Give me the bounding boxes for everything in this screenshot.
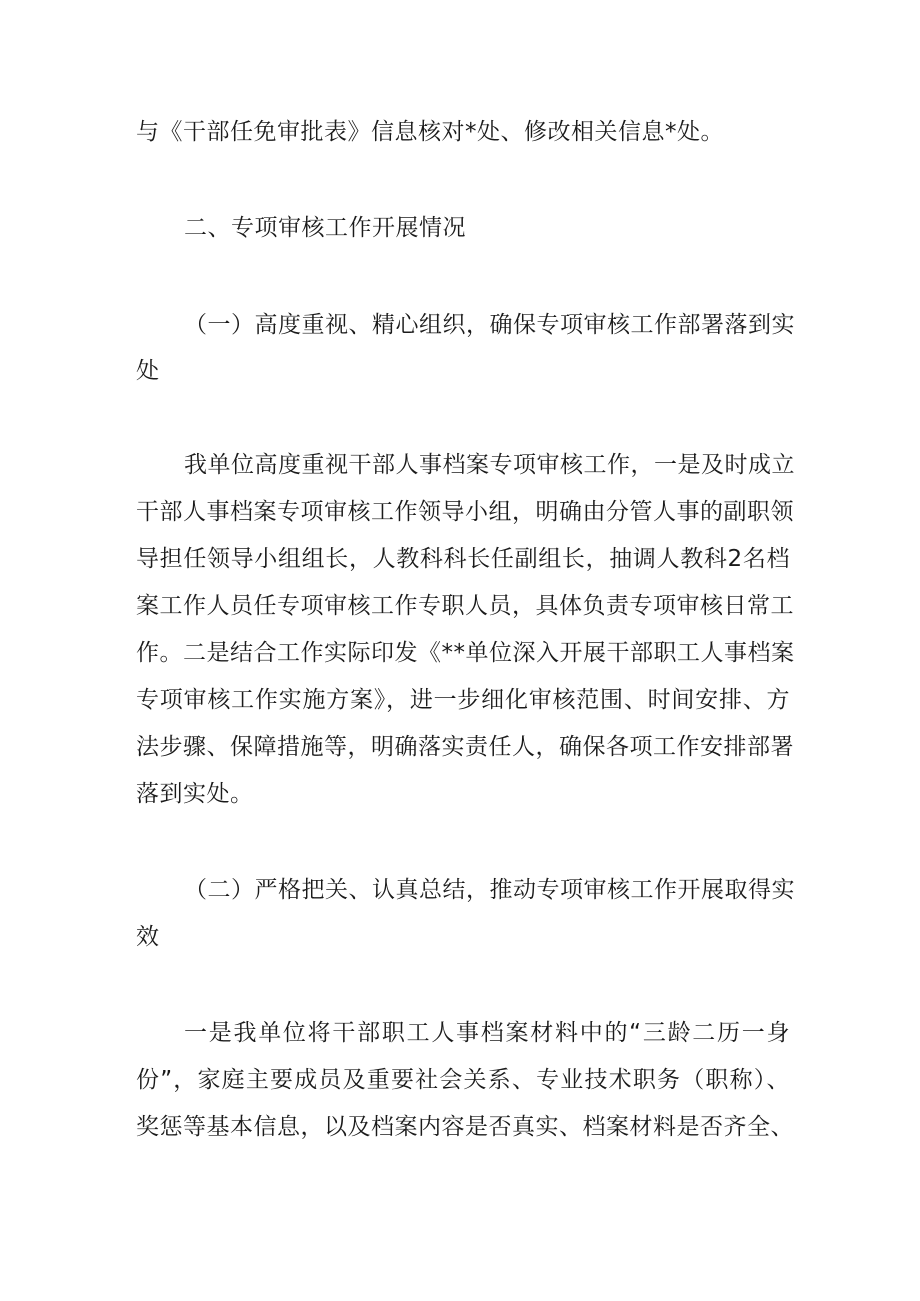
paragraph-line: 专项审核工作实施方案》，进一步细化审核范围、时间安排、方 xyxy=(136,687,790,713)
subsection-heading: （二）严格把关、认真总结，推动专项审核工作开展取得实 xyxy=(184,877,795,903)
subsection-heading-continued: 效 xyxy=(136,924,160,950)
paragraph-line: 案工作人员任专项审核工作专职人员，具体负责专项审核日常工 xyxy=(136,593,794,619)
body-line: 与《干部任免审批表》信息核对*处、修改相关信息*处。 xyxy=(136,119,724,145)
paragraph-line: 份”，家庭主要成员及重要社会关系、专业技术职务（职称）、 xyxy=(136,1067,790,1093)
paragraph-line: 一是我单位将干部职工人事档案材料中的“三龄二历一身 xyxy=(184,1020,790,1046)
paragraph-line: 落到实处。 xyxy=(136,781,254,807)
paragraph-line: 我单位高度重视干部人事档案专项审核工作，一是及时成立 xyxy=(184,452,795,478)
paragraph-line: 导担任领导小组组长，人教科科长任副组长，抽调人教科2名档 xyxy=(136,546,790,572)
section-heading: 二、专项审核工作开展情况 xyxy=(184,215,466,241)
paragraph-line: 干部人事档案专项审核工作领导小组，明确由分管人事的副职领 xyxy=(136,499,794,525)
subsection-heading: （一）高度重视、精心组织，确保专项审核工作部署落到实 xyxy=(184,312,795,338)
paragraph-line: 作。二是结合工作实际印发《**单位深入开展干部职工人事档案 xyxy=(136,640,795,666)
paragraph-line: 法步骤、保障措施等，明确落实责任人，确保各项工作安排部署 xyxy=(136,734,794,760)
paragraph-line: 奖惩等基本信息，以及档案内容是否真实、档案材料是否齐全、 xyxy=(136,1114,794,1140)
subsection-heading-continued: 处 xyxy=(136,358,160,384)
